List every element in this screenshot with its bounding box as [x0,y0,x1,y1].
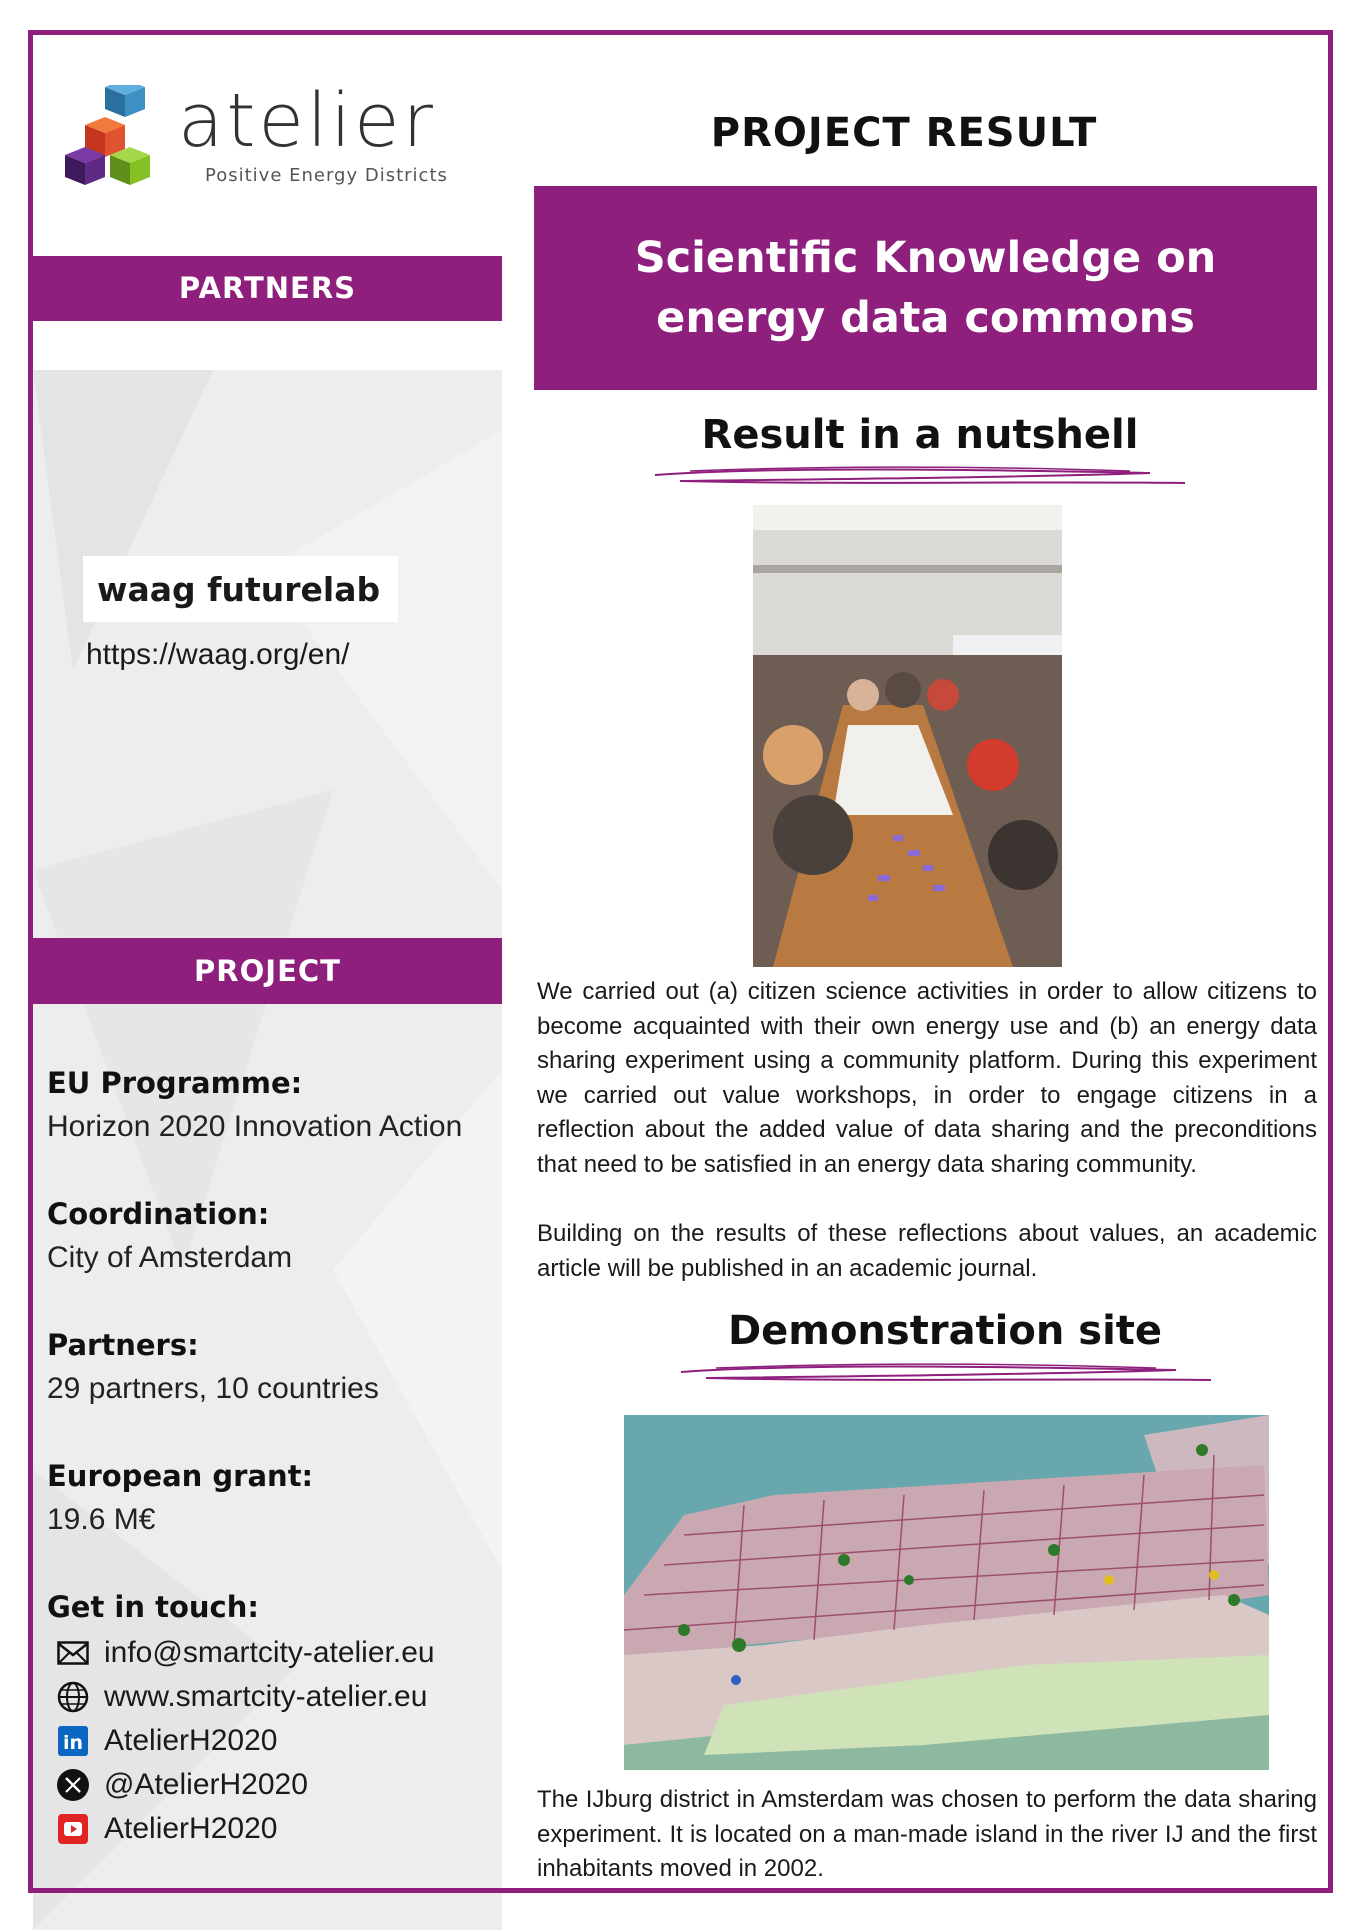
waag-futurelab-logo [83,556,398,622]
x-icon [56,1768,90,1802]
logo-subtitle: Positive Energy Districts [205,165,448,186]
contact-x[interactable] [56,1767,308,1803]
contact-x-text: @AtelierH2020 [104,1768,308,1801]
grant-value: 19.6 M€ [47,1503,156,1536]
coordination-label: Coordination: [47,1197,270,1231]
nutshell-paragraph-1: We carried out (a) citizen science activities in order to allow citizens to become acquainted with their own energy use and (b) an energy data sharing experiment using a community platform. During this experiment we carried out value workshops, in order to engage citizens in a reflection about the added value of data sharing and the preconditions that need to be satisfied in an energy data sharing community. [537,978,1317,1178]
programme-value: Horizon 2020 Innovation Action [47,1110,463,1143]
partners-heading: PARTNERS [33,256,502,321]
atelier-logo [60,80,490,190]
contact-linkedin[interactable] [56,1723,277,1759]
contact-website[interactable] [56,1679,427,1715]
contact-youtube-text: AtelierH2020 [104,1812,278,1845]
contact-label: Get in touch: [47,1590,259,1624]
partner-url[interactable]: https://waag.org/en/ [86,638,350,671]
cube-logo-icon [60,85,170,185]
waag-logo-text: waag futurelab [97,570,381,609]
grant-label: European grant: [47,1459,314,1493]
contact-website-text: www.smartcity-atelier.eu [104,1680,428,1713]
programme-label: EU Programme: [47,1066,303,1100]
logo-wordmark: atelier [178,78,436,164]
mail-icon [56,1636,90,1670]
youtube-icon [56,1812,90,1846]
result-title: Scientific Knowledge on energy data commons [634,233,1217,343]
contact-email-text: info@smartcity-atelier.eu [104,1636,435,1669]
result-title-box [534,186,1317,390]
project-result-header: PROJECT RESULT [710,110,1098,156]
contact-email[interactable] [56,1635,435,1671]
demo-heading: Demonstration site [727,1308,1163,1354]
nutshell-paragraph-2: Building on the results of these reflections about values, an academic article will be published in an academic journal. [537,1220,1317,1282]
contact-youtube[interactable] [56,1811,277,1847]
nutshell-heading: Result in a nutshell [701,412,1139,458]
contact-linkedin-text: AtelierH2020 [104,1724,278,1757]
demo-paragraph: The IJburg district in Amsterdam was chosen to perform the data sharing experiment. It is located on a man-made island in the river IJ and the first inhabitants moved in 2002. [537,1786,1317,1882]
ijburg-map [624,1415,1269,1770]
linkedin-icon [56,1724,90,1758]
partners-label: Partners: [47,1328,199,1362]
demo-underline-scribble [676,1360,1216,1390]
workshop-photo [753,505,1062,967]
nutshell-underline-scribble [650,463,1190,493]
globe-icon [56,1680,90,1714]
project-heading: PROJECT [33,938,502,1004]
coordination-value: City of Amsterdam [47,1241,293,1274]
partners-value: 29 partners, 10 countries [47,1372,379,1405]
svg-text:in: in [62,1732,84,1754]
